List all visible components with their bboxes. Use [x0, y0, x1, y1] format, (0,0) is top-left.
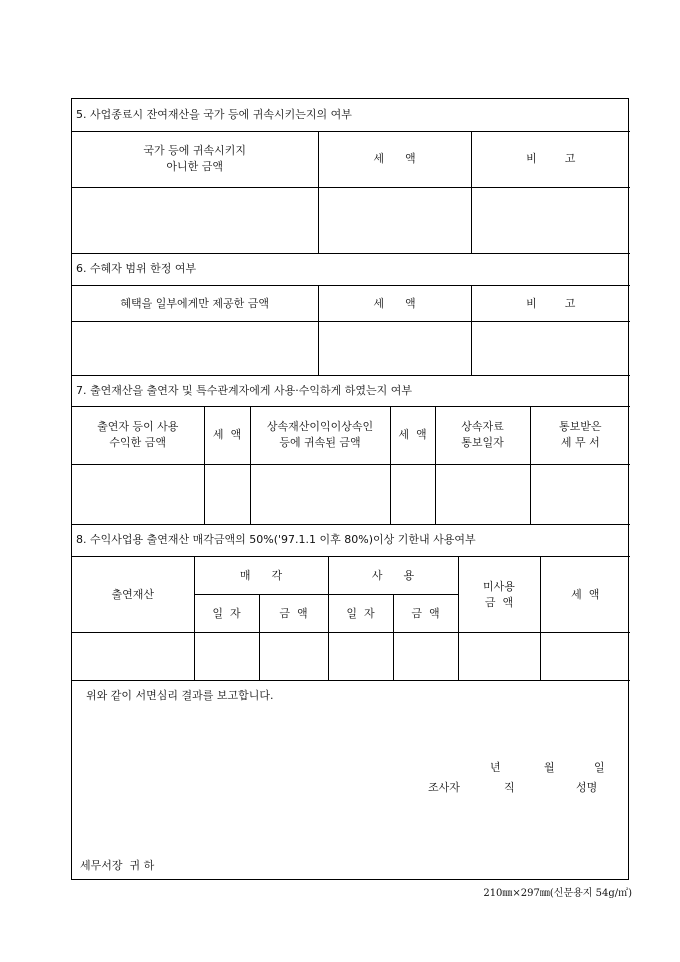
section-7-table	[72, 376, 630, 525]
s7-cell-tax-1[interactable]	[204, 464, 250, 524]
report-investigator-label: 조사자	[428, 781, 460, 794]
section-8-table	[72, 525, 630, 682]
s5-header-tax: 세 액	[318, 131, 471, 187]
s7-header-tax-2: 세 액	[390, 406, 435, 464]
s8-header-sale-amount: 금 액	[259, 595, 328, 633]
report-section	[72, 681, 628, 881]
inspection-form	[71, 98, 629, 880]
s7-cell-date[interactable]	[435, 464, 530, 524]
s7-header-tax-1: 세 액	[204, 406, 250, 464]
s6-cell-tax[interactable]	[318, 322, 471, 376]
s8-header-use-amount: 금 액	[393, 595, 458, 633]
s8-cell-unused[interactable]	[458, 633, 540, 681]
s5-header-line1: 국가 등에 귀속시키지	[143, 144, 247, 157]
s7-cell-office[interactable]	[530, 464, 630, 524]
s8-header-sale: 매 각	[194, 557, 328, 595]
report-month: 월	[544, 761, 555, 774]
section-8-title: 8. 수익사업용 출연재산 매각금액의 50%('97.1.1 이후 80%)이상 기한내 사용여부	[72, 525, 630, 557]
s7-h1-line1: 출연자 등이 사용	[97, 420, 179, 433]
s7-h5-line2: 통보일자	[461, 436, 504, 449]
s7-h5-line1: 상속자료	[461, 420, 504, 433]
report-recipient: 세무서장 귀 하	[80, 859, 155, 872]
s8-header-use-date: 일 자	[328, 595, 393, 633]
s5-cell-remarks[interactable]	[471, 187, 630, 253]
s8-header-sale-date: 일 자	[194, 595, 259, 633]
s8-header-unused-amount	[458, 557, 540, 633]
s7-h1-line2: 수익한 금액	[109, 436, 167, 449]
s7-header-notice-date	[435, 406, 530, 464]
s7-header-donor-use-amount	[72, 406, 204, 464]
s7-h6-line1: 통보받은	[559, 420, 602, 433]
section-6-title: 6. 수혜자 범위 한정 여부	[72, 254, 630, 286]
s8-cell-sale-date[interactable]	[194, 633, 259, 681]
s7-cell-amount[interactable]	[72, 464, 204, 524]
s5-cell-amount[interactable]	[72, 187, 318, 253]
s7-h3-line2: 등에 귀속된 금액	[279, 436, 361, 449]
s6-header-remarks: 비 고	[471, 286, 630, 322]
s8-header-donated-property: 출연재산	[72, 557, 194, 633]
s8-cell-tax[interactable]	[540, 633, 630, 681]
section-7-title: 7. 출연재산을 출연자 및 특수관계자에게 사용·수익하게 하였는지 여부	[72, 376, 630, 406]
section-5-title: 5. 사업종료시 잔여재산을 국가 등에 귀속시키는지의 여부	[72, 99, 630, 131]
s7-h6-line2: 세 무 서	[560, 436, 600, 449]
s7-cell-benefit[interactable]	[250, 464, 390, 524]
s6-header-tax: 세 액	[318, 286, 471, 322]
report-position-label: 직	[504, 781, 515, 794]
s6-header-partial-benefit-amount: 혜택을 일부에게만 제공한 금액	[72, 286, 318, 322]
s7-cell-tax-2[interactable]	[390, 464, 435, 524]
s8-cell-property[interactable]	[72, 633, 194, 681]
report-name-label: 성명	[576, 781, 598, 794]
s6-cell-remarks[interactable]	[471, 322, 630, 376]
s5-cell-tax[interactable]	[318, 187, 471, 253]
s7-header-inheritance-benefit	[250, 406, 390, 464]
s8-unused-line1: 미사용	[483, 579, 515, 593]
s5-header-remarks: 비 고	[471, 131, 630, 187]
s7-header-tax-office	[530, 406, 630, 464]
section-5-table	[72, 99, 630, 254]
report-statement: 위와 같이 서면심리 결과를 보고합니다.	[86, 689, 274, 702]
s8-cell-use-amount[interactable]	[393, 633, 458, 681]
s8-cell-use-date[interactable]	[328, 633, 393, 681]
report-year: 년	[490, 761, 501, 774]
s8-header-tax: 세 액	[540, 557, 630, 633]
report-day: 일	[594, 761, 605, 774]
s5-header-line2: 아니한 금액	[166, 160, 224, 173]
s8-cell-sale-amount[interactable]	[259, 633, 328, 681]
s5-header-unreturned-amount	[72, 131, 318, 187]
paper-spec-footer: 210㎜×297㎜(신문용지 54g/㎡)	[483, 888, 632, 899]
s6-cell-amount[interactable]	[72, 322, 318, 376]
s8-header-use: 사 용	[328, 557, 458, 595]
s8-unused-line2: 금 액	[484, 595, 514, 609]
section-6-table	[72, 254, 630, 377]
s7-h3-line1: 상속재산이익이상속인	[266, 420, 374, 433]
